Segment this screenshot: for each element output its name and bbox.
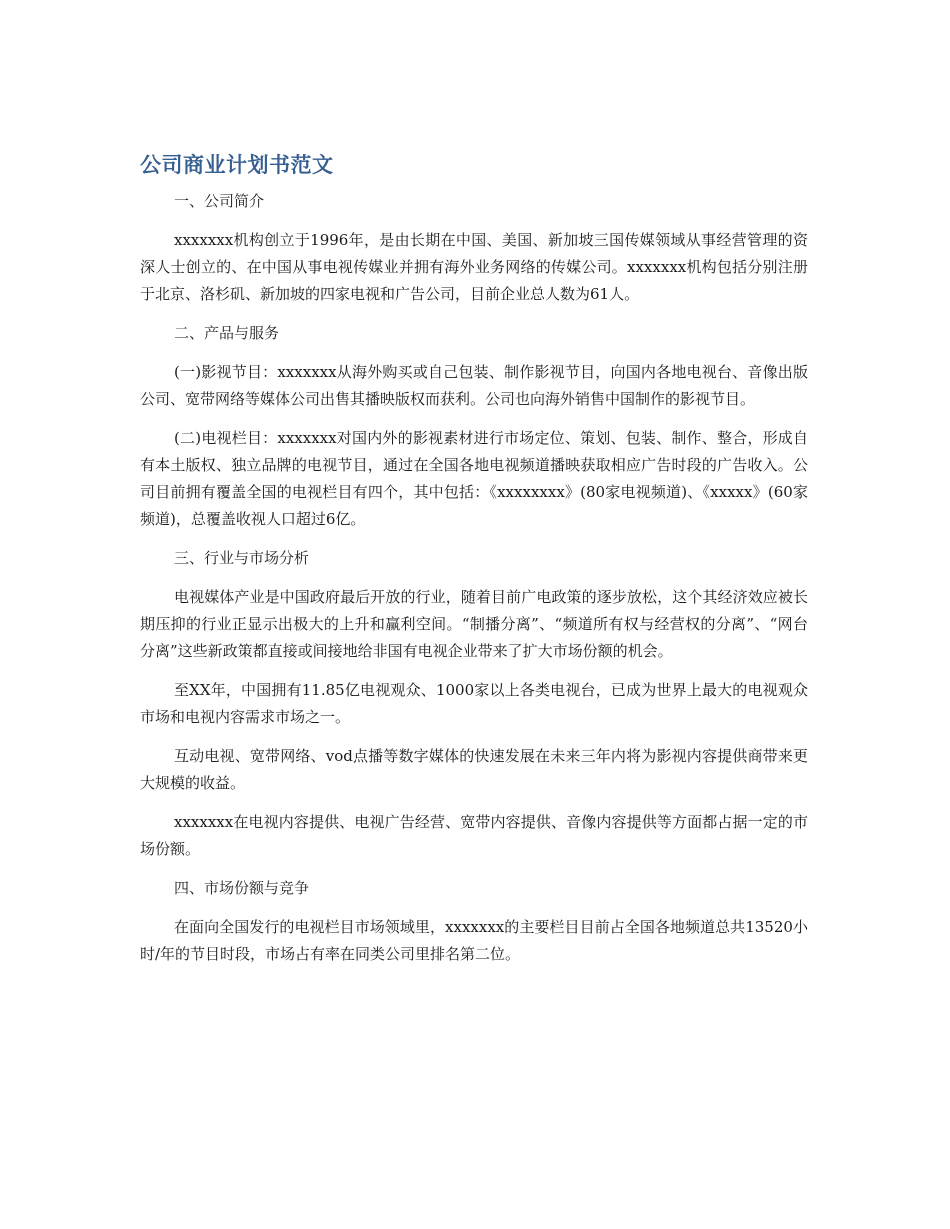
paragraph-digital-media: 互动电视、宽带网络、vod点播等数字媒体的快速发展在未来三年内将为影视内容提供商带来更大规模的收益。 [140,747,808,792]
document-title: 公司商业计划书范文 [140,153,334,177]
section-heading-company-intro: 一、公司简介 [174,192,265,210]
paragraph-market-share: 在面向全国发行的电视栏目市场领域里，xxxxxxx的主要栏目目前占全国各地频道总共13520小时/年的节目时段，市场占有率在同类公司里排名第二位。 [140,918,808,963]
document-body [140,148,808,980]
paragraph-company-intro: xxxxxxx机构创立于1996年，是由长期在中国、美国、新加坡三国传媒领域从事经营管理的资深人士创立的、在中国从事电视传媒业并拥有海外业务网络的传媒公司。xxxxxxx机构包括分别注册于北京、洛杉矶、新加坡的四家电视和广告公司，目前企业总人数为61人。 [140,231,808,303]
paragraph-audience-size: 至XX年，中国拥有11.85亿电视观众、1000家以上各类电视台，已成为世界上最大的电视观众市场和电视内容需求市场之一。 [140,681,808,726]
section-heading-products-services: 二、产品与服务 [174,324,280,342]
paragraph-tv-columns: (二)电视栏目：xxxxxxx对国内外的影视素材进行市场定位、策划、包装、制作、整合，形成自有本土版权、独立品牌的电视节目，通过在全国各地电视频道播映获取相应广告时段的广告收入。公司目前拥有覆盖全国的电视栏目有四个，其中包括：《xxxxxxxx》(80家电视频道)、《xxxxx》(60家频道)，总覆盖收视人口超过6亿。 [140,429,808,528]
paragraph-industry-policy: 电视媒体产业是中国政府最后开放的行业，随着目前广电政策的逐步放松，这个其经济效应被长期压抑的行业正显示出极大的上升和赢利空间。“制播分离”、“频道所有权与经营权的分离”、“网台分离”这些新政策都直接或间接地给非国有电视企业带来了扩大市场份额的机会。 [140,588,808,660]
section-heading-market-share: 四、市场份额与竞争 [174,879,310,897]
paragraph-market-presence: xxxxxxx在电视内容提供、电视广告经营、宽带内容提供、音像内容提供等方面都占据一定的市场份额。 [140,813,808,858]
section-heading-industry-market: 三、行业与市场分析 [174,549,310,567]
paragraph-film-programs: (一)影视节目：xxxxxxx从海外购买或自己包装、制作影视节目，向国内各地电视台、音像出版公司、宽带网络等媒体公司出售其播映版权而获利。公司也向海外销售中国制作的影视节目。 [140,363,808,408]
